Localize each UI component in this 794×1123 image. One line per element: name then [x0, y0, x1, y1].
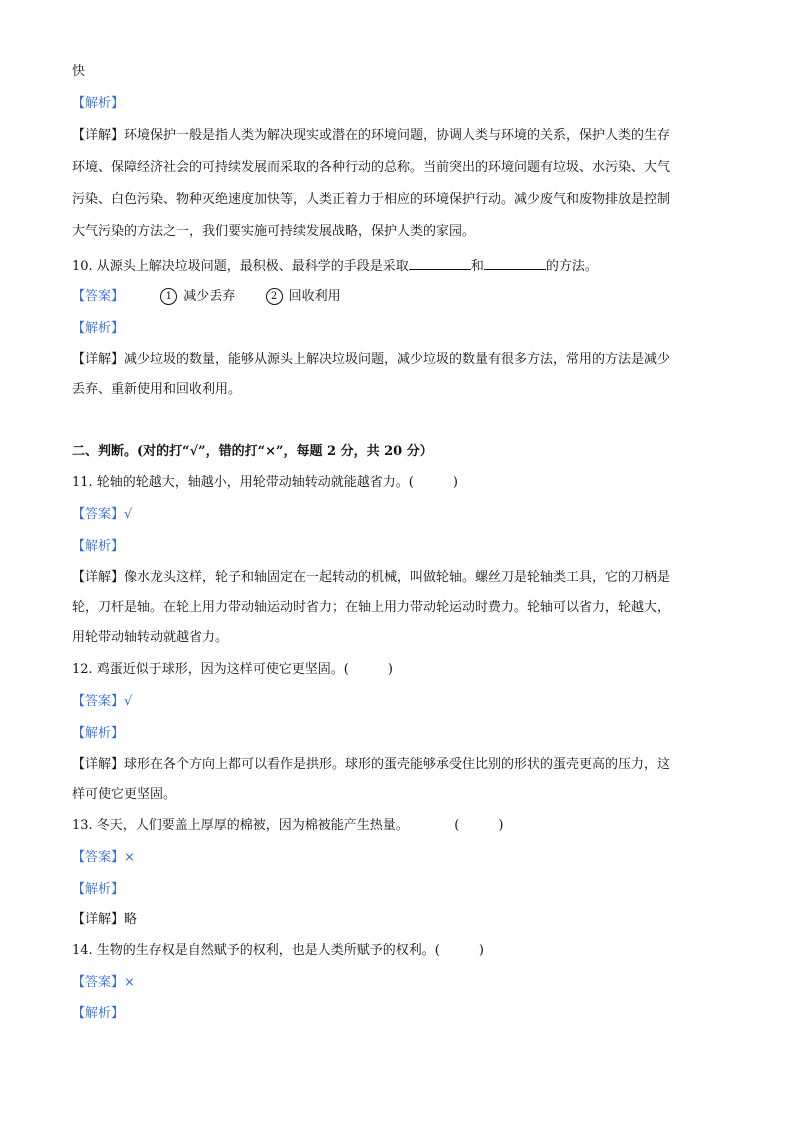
question-10 [72, 255, 598, 277]
detail-paragraph-line: 用轮带动轴转动就越省力。 [72, 630, 229, 645]
detail-paragraph-line: 【详解】减少垃圾的数量，能够从源头上解决垃圾问题，减少垃圾的数量有很多方法，常用的方法是减少 [72, 352, 671, 367]
question-12: 12. 鸡蛋近似于球形，因为这样可使它更坚固。( ) [72, 662, 393, 677]
analysis-tag: 【解析】 [72, 96, 125, 111]
analysis-tag: 【解析】 [72, 539, 125, 554]
analysis-tag: 【解析】 [72, 321, 125, 336]
answer-continuation: 快 [72, 64, 86, 79]
detail-paragraph-line: 【详解】像水龙头这样，轮子和轴固定在一起转动的机械，叫做轮轴。螺丝刀是轮轴类工具，它的刀柄是 [72, 570, 671, 585]
answer-14: 【答案】× [72, 975, 135, 990]
detail-paragraph-line: 【详解】略 [72, 912, 138, 927]
question-14: 14. 生物的生存权是自然赋予的权利，也是人类所赋予的权利。( ) [72, 943, 484, 958]
answer-11: 【答案】√ [72, 507, 133, 522]
question-10-ending: 的方法。 [545, 259, 598, 274]
answer-13: 【答案】× [72, 850, 135, 865]
question-13: 13. 冬天，人们要盖上厚厚的棉被，因为棉被能产生热量。 ( ) [72, 818, 504, 833]
detail-paragraph-line: 样可使它更坚固。 [72, 787, 177, 802]
circled-number-1: 1 [160, 288, 177, 305]
analysis-tag: 【解析】 [72, 1006, 125, 1021]
section-heading: 二、判断。(对的打“√”，错的打“×”，每题 2 分，共 20 分） [72, 444, 433, 459]
detail-paragraph-line: 环境、保障经济社会的可持续发展而采取的各种行动的总称。当前突出的环境问题有垃圾、水污染、大气 [72, 160, 671, 175]
analysis-tag: 【解析】 [72, 882, 125, 897]
circled-number-2: 2 [266, 288, 283, 305]
answer-blank [484, 255, 546, 270]
detail-paragraph-line: 丢弃、重新使用和回收利用。 [72, 382, 242, 397]
answer-12: 【答案】√ [72, 694, 133, 709]
detail-paragraph-line: 污染、白色污染、物种灭绝速度加快等，人类正着力于相应的环境保护行动。减少废气和废物排放是控制 [72, 192, 671, 207]
answer-10 [72, 287, 341, 307]
detail-paragraph-line: 轮，刀杆是轴。在轮上用力带动轴运动时省力；在轴上用力带动轮运动时费力。轮轴可以省力，轮越大， [72, 600, 671, 615]
detail-paragraph-line: 【详解】球形在各个方向上都可以看作是拱形。球形的蛋壳能够承受住比别的形状的蛋壳更高的压力，这 [72, 757, 671, 772]
answer-value-2: 回收利用 [288, 289, 341, 304]
analysis-tag: 【解析】 [72, 726, 125, 741]
answer-blank [409, 255, 471, 270]
answer-tag: 【答案】 [72, 289, 125, 304]
question-11: 11. 轮轴的轮越大，轴越小，用轮带动轴转动就能越省力。( ) [72, 475, 458, 490]
question-10-text: 10. 从源头上解决垃圾问题，最积极、最科学的手段是采取 [72, 259, 409, 274]
detail-paragraph-line: 大气污染的方法之一，我们要实施可持续发展战略，保护人类的家园。 [72, 224, 476, 239]
answer-value-1: 减少丢弃 [183, 289, 236, 304]
question-10-conjunction: 和 [470, 259, 484, 274]
detail-paragraph-line: 【详解】环境保护一般是指人类为解决现实或潜在的环境问题，协调人类与环境的关系，保护人类的生存 [72, 128, 671, 143]
